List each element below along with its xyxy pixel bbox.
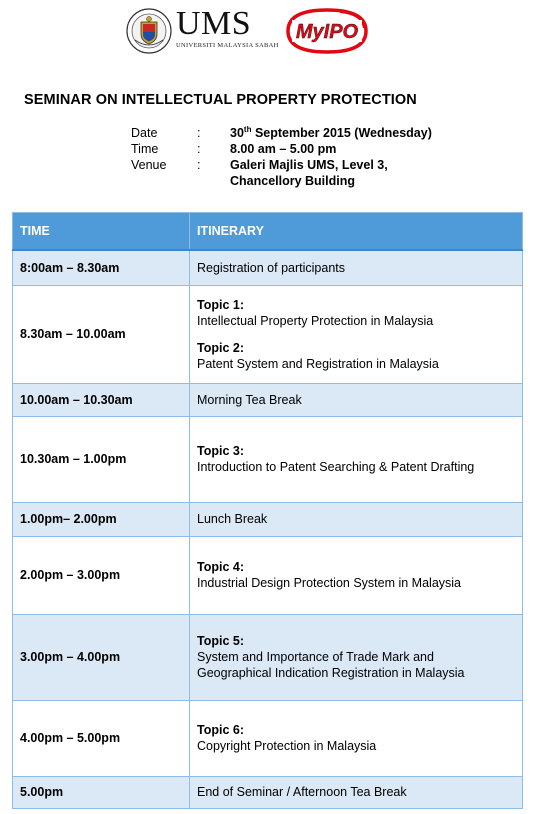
itinerary-cell — [190, 614, 523, 700]
date-label: Date — [131, 126, 158, 140]
itinerary-table — [12, 212, 523, 809]
topic-label: Topic 5: — [197, 634, 244, 648]
venue-line-2: Chancellory Building — [230, 174, 356, 188]
table-row — [13, 383, 523, 416]
table-row — [13, 250, 523, 285]
seminar-title: SEMINAR ON INTELLECTUAL PROPERTY PROTECTION — [24, 92, 417, 108]
table-row — [13, 700, 523, 776]
svg-text:MyIPO: MyIPO — [295, 21, 359, 43]
topic-text: Copyright Protection in Malaysia — [197, 739, 377, 753]
itinerary-cell — [190, 416, 523, 502]
topic-label: Topic 6: — [197, 723, 244, 737]
table-row — [13, 536, 523, 614]
itinerary-cell — [190, 700, 523, 776]
date-value — [230, 125, 432, 141]
time-value: 8.00 am – 5.00 pm — [230, 142, 337, 156]
table-header-row — [13, 213, 523, 251]
time-cell: 5.00pm — [13, 776, 190, 808]
topic-label: Topic 3: — [197, 444, 244, 458]
itinerary-cell: Morning Tea Break — [190, 383, 523, 416]
time-cell: 2.00pm – 3.00pm — [13, 536, 190, 614]
itinerary-column-header: ITINERARY — [190, 213, 523, 251]
venue-value — [230, 157, 388, 189]
itinerary-cell: Registration of participants — [190, 250, 523, 285]
topic-text: Introduction to Patent Searching & Patent Drafting — [197, 460, 475, 474]
time-separator: : — [197, 142, 201, 156]
ums-fullname: UNIVERSITI MALAYSIA SABAH — [176, 42, 279, 49]
table-row — [13, 502, 523, 536]
table-row — [13, 285, 523, 383]
date-row — [131, 125, 432, 141]
time-cell: 3.00pm – 4.00pm — [13, 614, 190, 700]
topic-text: System and Importance of Trade Mark and — [197, 650, 434, 664]
time-cell: 8:00am – 8.30am — [13, 250, 190, 285]
topic-label: Topic 2: — [197, 340, 244, 355]
time-cell: 4.00pm – 5.00pm — [13, 700, 190, 776]
itinerary-cell: End of Seminar / Afternoon Tea Break — [190, 776, 523, 808]
venue-label: Venue — [131, 158, 167, 172]
venue-separator: : — [197, 158, 201, 172]
ums-crest-logo — [126, 8, 172, 54]
time-column-header: TIME — [13, 213, 190, 251]
time-row — [131, 141, 432, 157]
date-suffix: th — [243, 125, 252, 134]
table-row — [13, 776, 523, 808]
topic-text: Intellectual Property Protection in Malaysia — [197, 313, 434, 328]
topic-text: Industrial Design Protection System in Malaysia — [197, 576, 462, 590]
myipo-logo — [278, 6, 376, 56]
date-rest: September 2015 (Wednesday) — [251, 126, 432, 140]
time-cell: 8.30am – 10.00am — [13, 285, 190, 383]
table-row — [13, 416, 523, 502]
topic-label: Topic 1: — [197, 297, 244, 312]
venue-line-1: Galeri Majlis UMS, Level 3, — [230, 158, 388, 172]
itinerary-cell: Lunch Break — [190, 502, 523, 536]
date-separator: : — [197, 126, 201, 140]
topic-text: Patent System and Registration in Malaysia — [197, 356, 439, 371]
time-cell: 1.00pm– 2.00pm — [13, 502, 190, 536]
topic-text: Geographical Indication Registration in Malaysia — [197, 666, 465, 680]
itinerary-cell — [190, 285, 523, 383]
table-row — [13, 614, 523, 700]
event-details — [131, 125, 432, 189]
time-label: Time — [131, 142, 159, 156]
date-day: 30 — [230, 126, 244, 140]
itinerary-cell — [190, 536, 523, 614]
time-cell: 10.30am – 1.00pm — [13, 416, 190, 502]
ums-acronym: UMS — [176, 5, 252, 42]
logo-bar — [126, 6, 376, 58]
time-cell: 10.00am – 10.30am — [13, 383, 190, 416]
topic-label: Topic 4: — [197, 560, 244, 574]
venue-row — [131, 157, 432, 189]
ums-wordmark — [176, 6, 279, 50]
